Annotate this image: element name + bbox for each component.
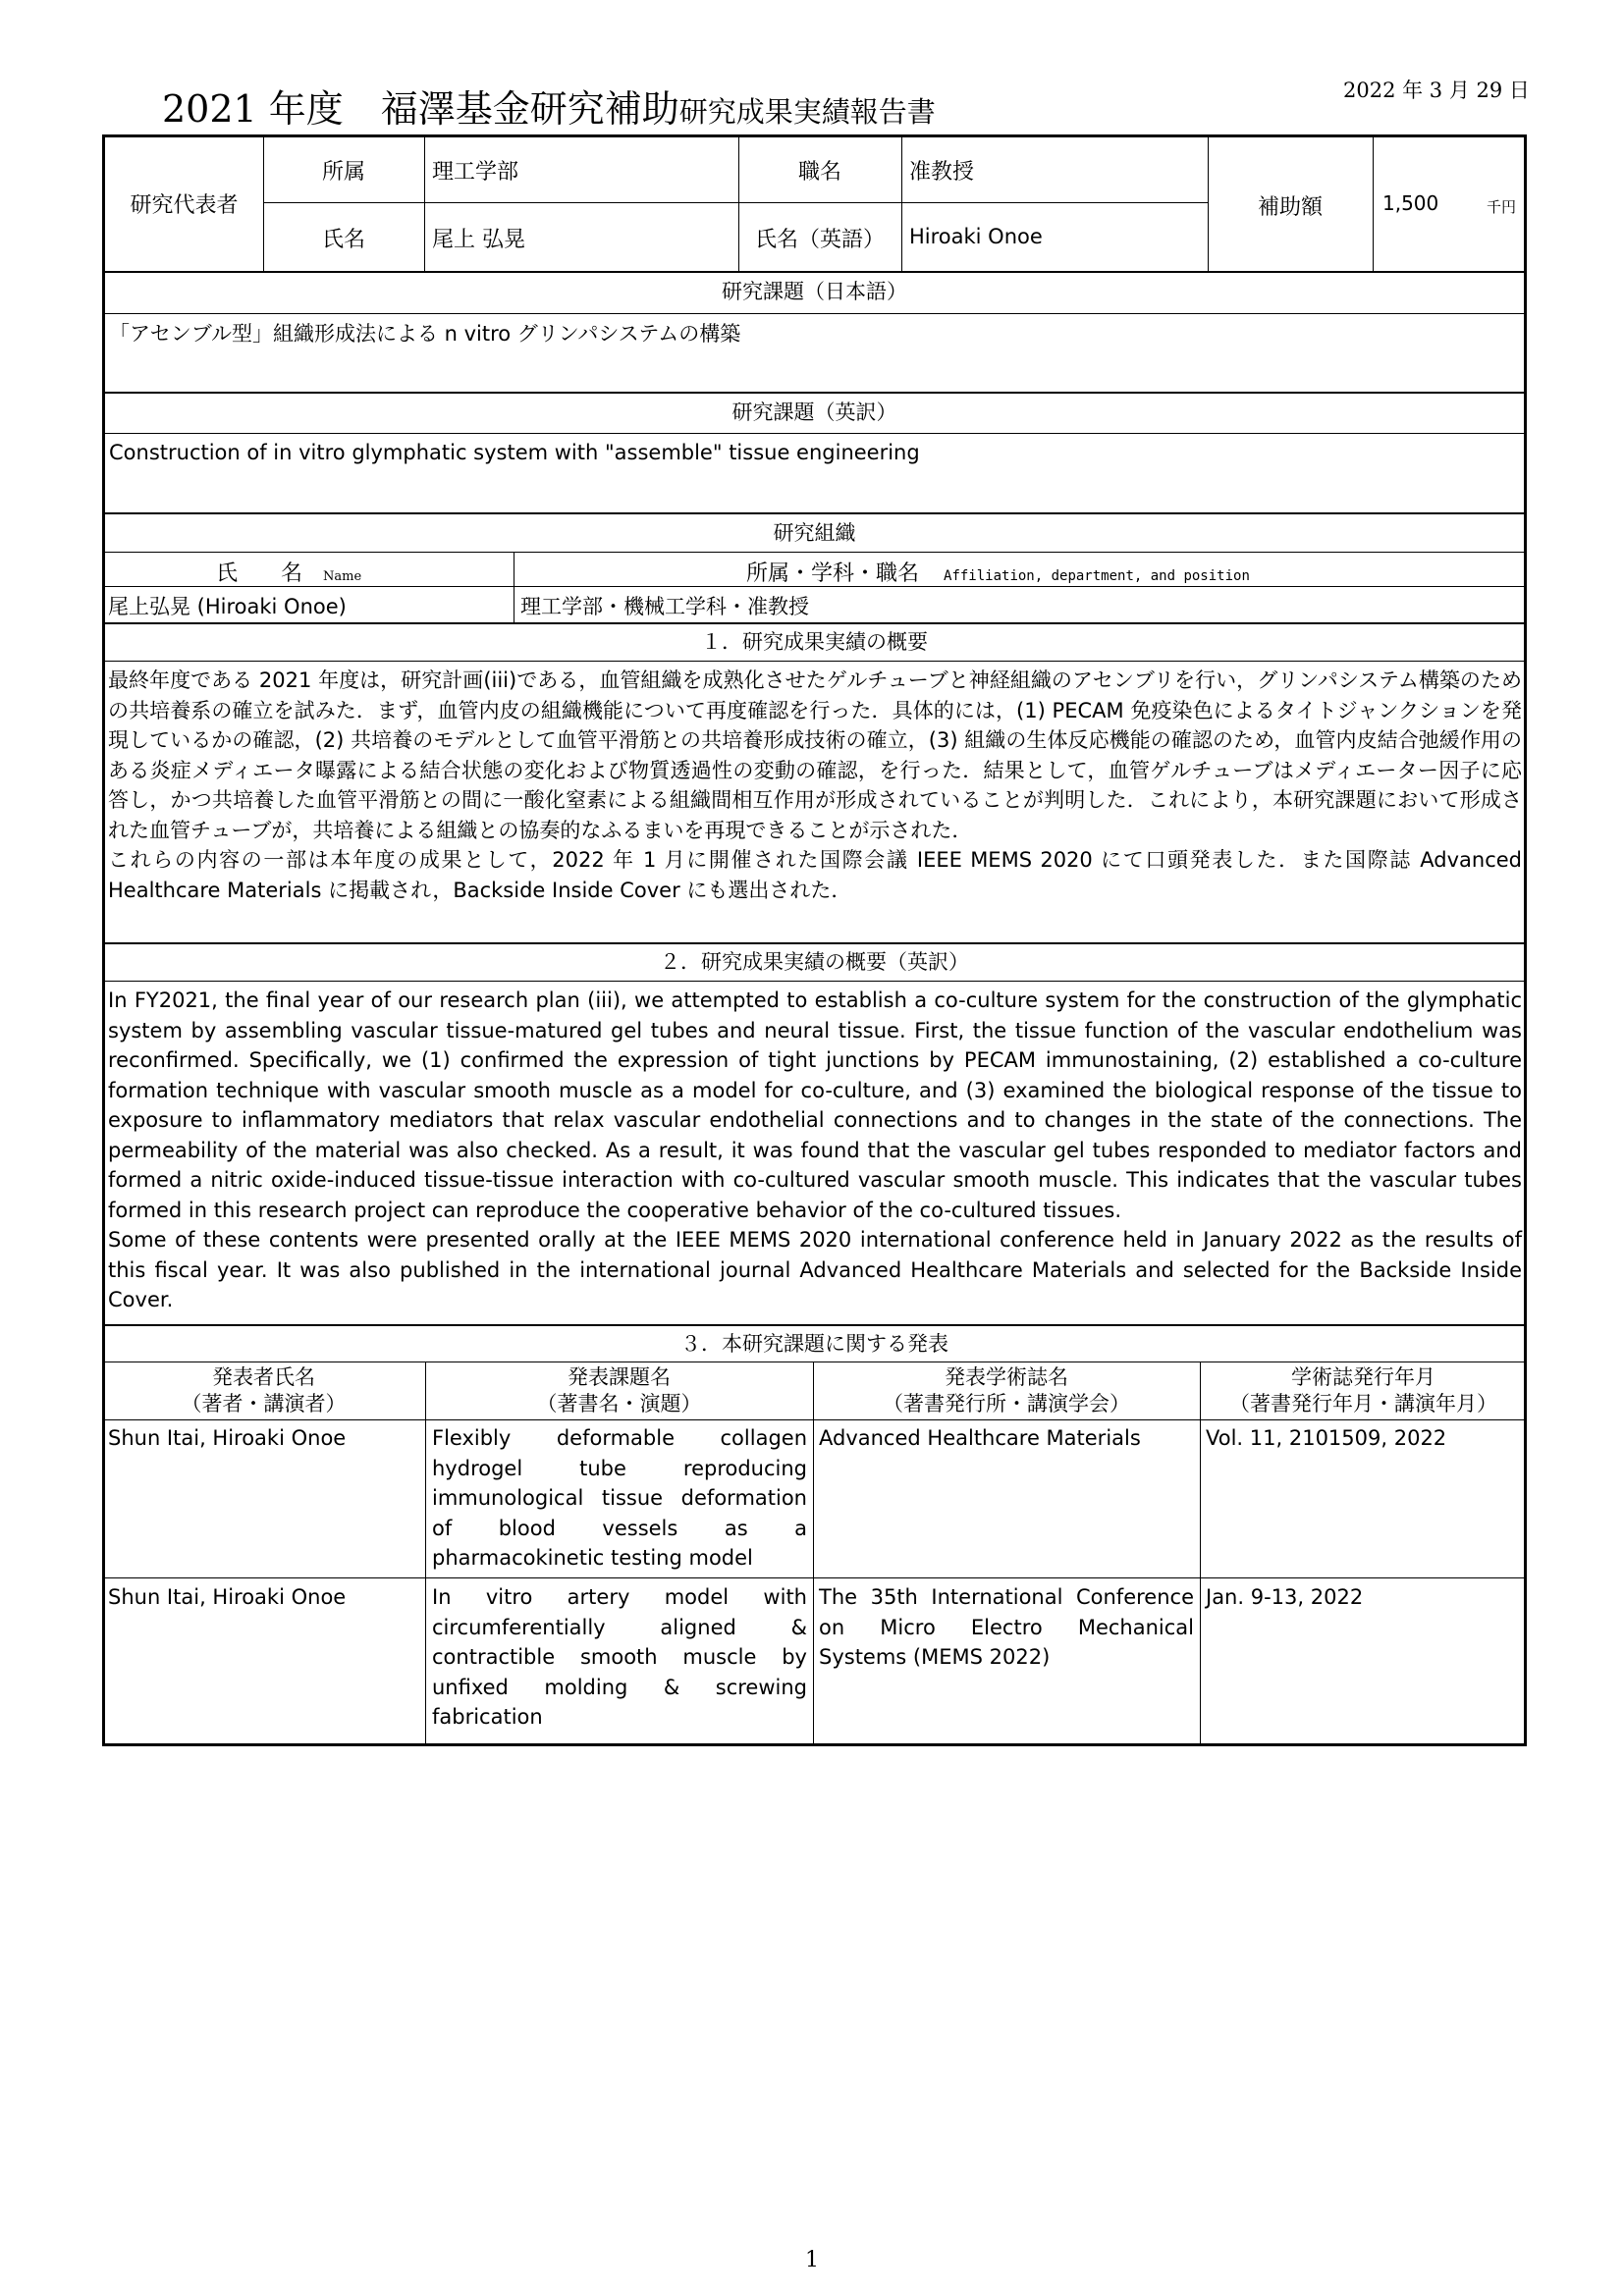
name-en-value: Hiroaki Onoe (909, 225, 1043, 248)
title-en-value: Construction of in vitro glymphatic system with "assemble" tissue engineering (109, 441, 920, 464)
page-number: 1 (805, 2248, 819, 2272)
summary-en-label: ２．研究成果実績の概要（英訳） (660, 950, 969, 974)
name-en-label: 氏名（英語） (754, 228, 885, 252)
position-value: 准教授 (909, 160, 975, 185)
report-date: 2022 年 3 月 29 日 (1343, 79, 1530, 102)
summary-en-text (108, 986, 1522, 1315)
org-col-name (216, 557, 361, 587)
publications-label: ３．本研究課題に関する発表 (680, 1332, 948, 1356)
pub-row2-authors: Shun Itai, Hiroaki Onoe (108, 1585, 347, 1609)
report-frame (102, 134, 1527, 1746)
pub-header-authors: 発表者氏名 （著者・講演者） (181, 1365, 347, 1415)
pub-row1-journal: Advanced Healthcare Materials (819, 1426, 1141, 1450)
grant-amount: 1,500 (1382, 191, 1439, 215)
pub-header-journal: 発表学術誌名 （著書発行所・講演学会） (883, 1365, 1130, 1415)
summary-jp-p2: これらの内容の一部は本年度の成果として，2022 年 1 月に開催された国際会議 IEEE MEMS 2020 にて口頭発表した．また国際誌 Advanced Healthcare Materials に掲載され，Backside Inside Cover にも選出された． (108, 848, 1522, 902)
pub-row2-journal: The 35th International Conference on Micro Electro Mechanical Systems (MEMS 2022) (819, 1585, 1194, 1669)
title-main: 2021 年度 福澤基金研究補助 (162, 87, 679, 131)
org-col-name-en: Name (323, 569, 362, 584)
pub-row1-date: Vol. 11, 2101509, 2022 (1206, 1426, 1447, 1450)
position-label: 職名 (797, 160, 841, 185)
summary-jp-label: １．研究成果実績の概要 (701, 630, 928, 654)
affiliation-value: 理工学部 (432, 160, 519, 185)
pub-row2-title: In vitro artery model with circumferentially aligned & contractible smooth muscle by unfixed molding & screwing fabrication (432, 1585, 807, 1729)
title-jp-label: 研究課題（日本語） (722, 280, 907, 303)
org-col-aff-en: Affiliation, department, and position (944, 568, 1250, 584)
affiliation-label: 所属 (321, 160, 365, 185)
org-col-aff-jp: 所属・学科・職名 (746, 561, 920, 586)
title-jp-value: 「アセンブル型」組織形成法による n vitro グリンパシステムの構築 (109, 322, 741, 346)
representative-label: 研究代表者 (130, 193, 239, 218)
pub-header-title: 発表課題名 （著書名・演題） (536, 1365, 702, 1415)
summary-en-p2: Some of these contents were presented orally at the IEEE MEMS 2020 international conference held in January 2022 as the results of this fiscal year. It was also published in the international journal Advanced Healthcare Materials and selected for the Backside Inside Cover. (108, 1228, 1522, 1311)
summary-jp-p1: 最終年度である 2021 年度は，研究計画(iii)である，血管組織を成熟化させたゲルチューブと神経組織のアセンブリを行い，グリンパシステム構築のための共培養系の確立を試みた．まず，血管内皮の組織機能について再度確認を行った．具体的には，(1) PECAM 免疫染色によるタイトジャンクションを発現しているかの確認，(2) 共培養のモデルとして血管平滑筋との共培養形成技術の確立，(3) 組織の生体反応機能の確認のため，血管内皮結合弛緩作用のある炎症メディエータ曝露による結合状態の変化および物質透過性の変動の確認，を行った．結果として，血管ゲルチューブはメディエーター因子に応答し，かつ共培養した血管平滑筋との間に一酸化窒素による組織間相互作用が形成されていることが判明した．これにより，本研究課題において形成された血管チューブが，共培養による組織との協奏的なふるまいを再現できることが示された． (108, 668, 1522, 842)
page-title (162, 79, 936, 133)
pub-row1-title: Flexibly deformable collagen hydrogel tube reproducing immunological tissue deformation of blood vessels as a pharmacokinetic testing model (432, 1426, 807, 1570)
title-en-label: 研究課題（英訳） (731, 400, 897, 424)
title-sub: 研究成果実績報告書 (678, 95, 936, 129)
org-member-aff: 理工学部・機械工学科・准教授 (520, 595, 809, 618)
summary-en-p1: In FY2021, the final year of our research plan (iii), we attempted to establish a co-culture system for the construction of the glymphatic system by assembling vascular tissue-matured gel tubes and neural tissue. First, the tissue function of the vascular endothelium was reconfirmed. Specifically, we (1) confirmed the expression of tight junctions by PECAM immunostaining, (2) established a co-culture formation technique with vascular smooth muscle as a model for co-culture, and (3) examined the biological response of the tissue to exposure to inflammatory mediators that relax vascular endothelial connections and to changes in the state of the connections. The permeability of the material was also checked. As a result, it was found that the vascular gel tubes responded to mediator factors and formed a nitric oxide-induced tissue-tissue interaction with co-cultured vascular smooth muscle. This indicates that the vascular tubes formed in this research project can reproduce the cooperative behavior of the co-cultured tissues. (108, 988, 1522, 1222)
org-member-name: 尾上弘晃 (Hiroaki Onoe) (108, 595, 347, 618)
name-value: 尾上 弘晃 (432, 228, 525, 252)
pub-row2-date: Jan. 9-13, 2022 (1206, 1585, 1364, 1609)
org-col-name-jp: 氏 名 (216, 561, 303, 586)
grant-unit: 千円 (1487, 198, 1517, 216)
summary-jp-text (108, 666, 1522, 905)
pub-row1-authors: Shun Itai, Hiroaki Onoe (108, 1426, 347, 1450)
org-col-aff (746, 557, 1250, 587)
organization-label: 研究組織 (773, 521, 856, 545)
grant-label: 補助額 (1257, 195, 1323, 220)
pub-header-date: 学術誌発行年月 （著書発行年月・講演年月） (1229, 1365, 1497, 1415)
name-label: 氏名 (321, 228, 365, 252)
